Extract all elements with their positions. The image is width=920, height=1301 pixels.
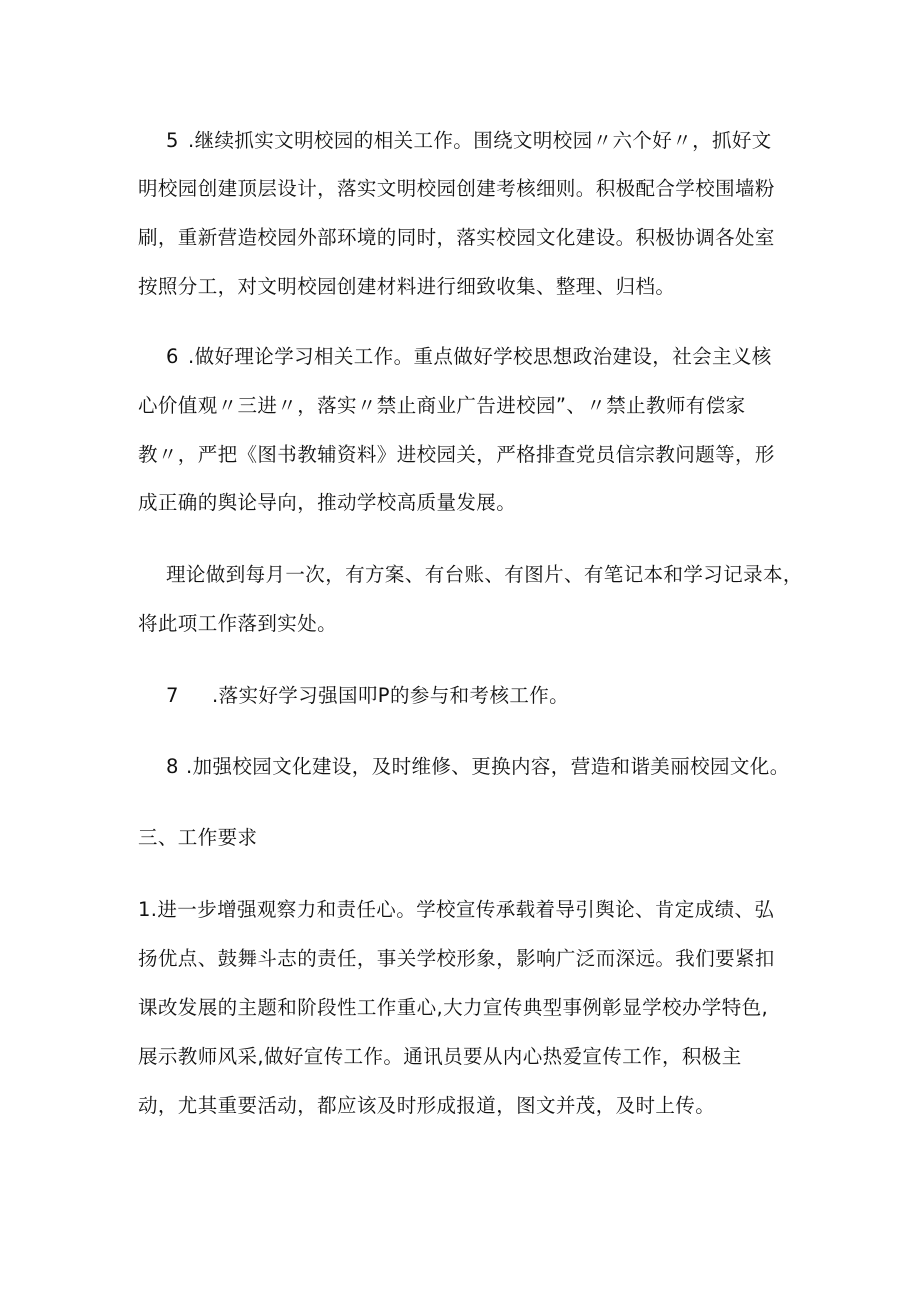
theory-note-line-2: 将此项工作落到实处。 — [138, 612, 338, 635]
item5-text-1: .继续抓实文明校园的相关工作。围绕文明校园〃六个好〃，抓好文 — [188, 129, 772, 152]
item8-line — [166, 754, 790, 780]
req1-line-5: 动，尤其重要活动，都应该及时形成报道，图文并茂，及时上传。 — [138, 1094, 716, 1117]
item6-text-1: .做好理论学习相关工作。重点做好学校思想政治建设，社会主义核 — [188, 345, 772, 368]
item8-text: .加强校园文化建设，及时维修、更换内容，营造和谐美丽校园文化。 — [186, 755, 790, 778]
item5-line-1 — [166, 128, 772, 154]
item6-number: 6 — [166, 345, 179, 368]
req1-line-1: 1.进一步增强观察力和责任心。学校宣传承载着导引舆论、肯定成绩、弘 — [138, 898, 775, 921]
item6-line-3: 教〃，严把《图书教辅资料》进校园关，严格排查党员信宗教问题等，形 — [138, 443, 775, 466]
item5-line-4: 按照分工，对文明校园创建材料进行细致收集、整理、归档。 — [138, 275, 676, 298]
req1-line-3: 课改发展的主题和阶段性工作重心,大力宣传典型事例彰显学校办学特色, — [138, 996, 769, 1019]
req1-line-4: 展示教师风采,做好宣传工作。通讯员要从内心热爱宣传工作，积极主 — [138, 1045, 742, 1068]
item5-number: 5 — [166, 129, 179, 152]
theory-note-line-1: 理论做到每月一次，有方案、有台账、有图片、有笔记本和学习记录本， — [166, 563, 803, 586]
item7-text: .落实好学习强国叩P的参与和考核工作。 — [212, 684, 570, 707]
item8-number: 8 — [166, 755, 179, 778]
item6-line-4: 成正确的舆论导向，推动学校高质量发展。 — [138, 491, 517, 514]
item5-line-3: 刷，重新营造校园外部环境的同时，落实校园文化建设。积极协调各处室 — [138, 226, 775, 249]
section3-heading: 三、工作要求 — [138, 826, 258, 849]
item6-line-2: 心价值观〃三进〃，落实〃禁止商业广告进校园”、〃禁止教师有偿家 — [138, 394, 746, 417]
req1-line-2: 扬优点、鼓舞斗志的责任，事关学校形象，影响广泛而深远。我们要紧扣 — [138, 947, 775, 970]
item7-number: 7 — [166, 684, 179, 707]
item6-line-1 — [166, 344, 772, 370]
item7-line — [166, 683, 569, 709]
item5-line-2: 明校园创建顶层设计，落实文明校园创建考核细则。积极配合学校围墙粉 — [138, 177, 775, 200]
